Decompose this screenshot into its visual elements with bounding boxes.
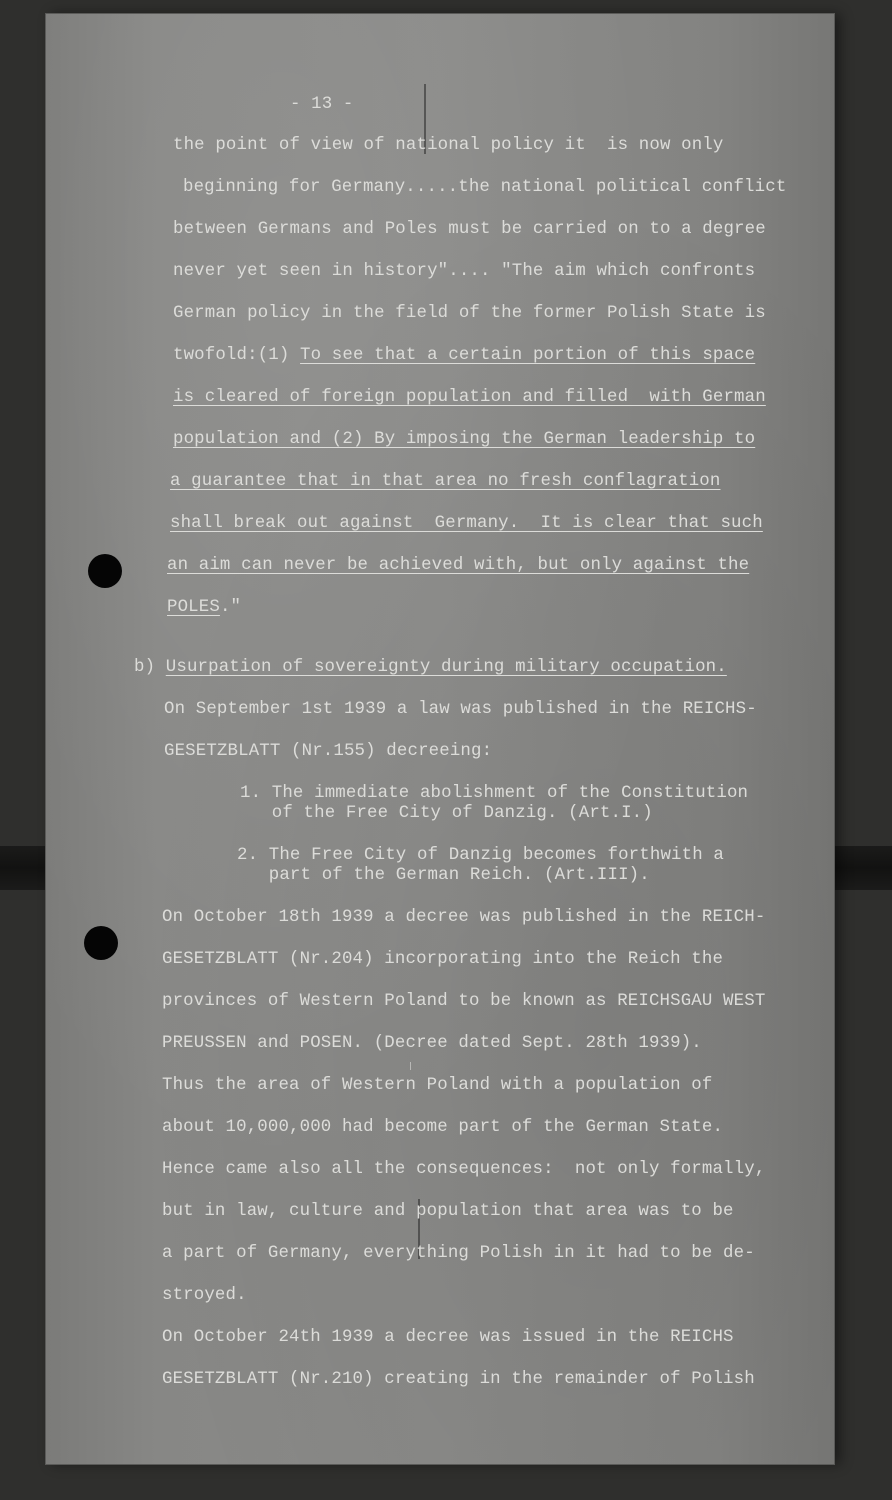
text-line: a part of Germany, everything Polish in it had to be de- — [162, 1244, 755, 1263]
text-run: ." — [219, 598, 242, 617]
text-line: GESETZBLATT (Nr.210) creating in the remainder of Polish — [162, 1370, 755, 1389]
underlined-text: To see that a certain portion of this space — [300, 346, 756, 365]
text-line: provinces of Western Poland to be known as REICHSGAU WEST — [162, 992, 766, 1011]
text-run: twofold:(1) — [173, 346, 301, 365]
text-line: stroyed. — [162, 1286, 247, 1305]
list-item-1-cont: of the Free City of Danzig. (Art.I.) — [240, 804, 653, 823]
section-title: Usurpation of sovereignty during military occupation. — [165, 658, 727, 677]
punch-hole — [84, 926, 118, 960]
text-line: On September 1st 1939 a law was published in the REICHS- — [164, 700, 757, 719]
text-line — [167, 599, 241, 616]
underlined-text-line: an aim can never be achieved with, but only against the — [167, 556, 750, 575]
text-line: the point of view of national policy it is now only — [173, 136, 724, 155]
text-line: PREUSSEN and POSEN. (Decree dated Sept. 28th 1939). — [162, 1034, 702, 1053]
section-heading — [134, 659, 727, 676]
text-line: GESETZBLATT (Nr.204) incorporating into the Reich the — [162, 950, 724, 969]
punch-hole — [88, 554, 122, 588]
list-item-2: 2. The Free City of Danzig becomes forthwith a — [237, 846, 724, 865]
text-line: about 10,000,000 had become part of the German State. — [162, 1118, 724, 1137]
underlined-text-line: is cleared of foreign population and filled with German — [173, 388, 766, 407]
text-line: but in law, culture and population that area was to be — [162, 1202, 734, 1221]
underlined-text-line: population and (2) By imposing the German leadership to — [173, 430, 756, 449]
list-item-1: 1. The immediate abolishment of the Constitution — [240, 784, 749, 803]
section-label: b) — [134, 658, 166, 677]
typed-page — [46, 14, 834, 1464]
text-line: Thus the area of Western Poland with a population of — [162, 1076, 713, 1095]
text-line: between Germans and Poles must be carried on to a degree — [173, 220, 766, 239]
text-line: beginning for Germany.....the national political conflict — [183, 178, 787, 197]
ink-mark — [410, 1062, 419, 1070]
text-line: never yet seen in history".... "The aim which confronts — [173, 262, 756, 281]
list-item-2-cont: part of the German Reich. (Art.III). — [237, 866, 650, 885]
text-line — [173, 347, 755, 364]
underlined-text-line: a guarantee that in that area no fresh conflagration — [170, 472, 721, 491]
page-number: - 13 - — [290, 95, 354, 114]
underlined-text: POLES — [167, 598, 220, 617]
text-line: On October 18th 1939 a decree was published in the REICH- — [162, 908, 766, 927]
text-line: German policy in the field of the former Polish State is — [173, 304, 766, 323]
text-line: GESETZBLATT (Nr.155) decreeing: — [164, 742, 493, 761]
underlined-text-line: shall break out against Germany. It is clear that such — [170, 514, 763, 533]
text-line: Hence came also all the consequences: not only formally, — [162, 1160, 766, 1179]
text-line: On October 24th 1939 a decree was issued in the REICHS — [162, 1328, 734, 1347]
